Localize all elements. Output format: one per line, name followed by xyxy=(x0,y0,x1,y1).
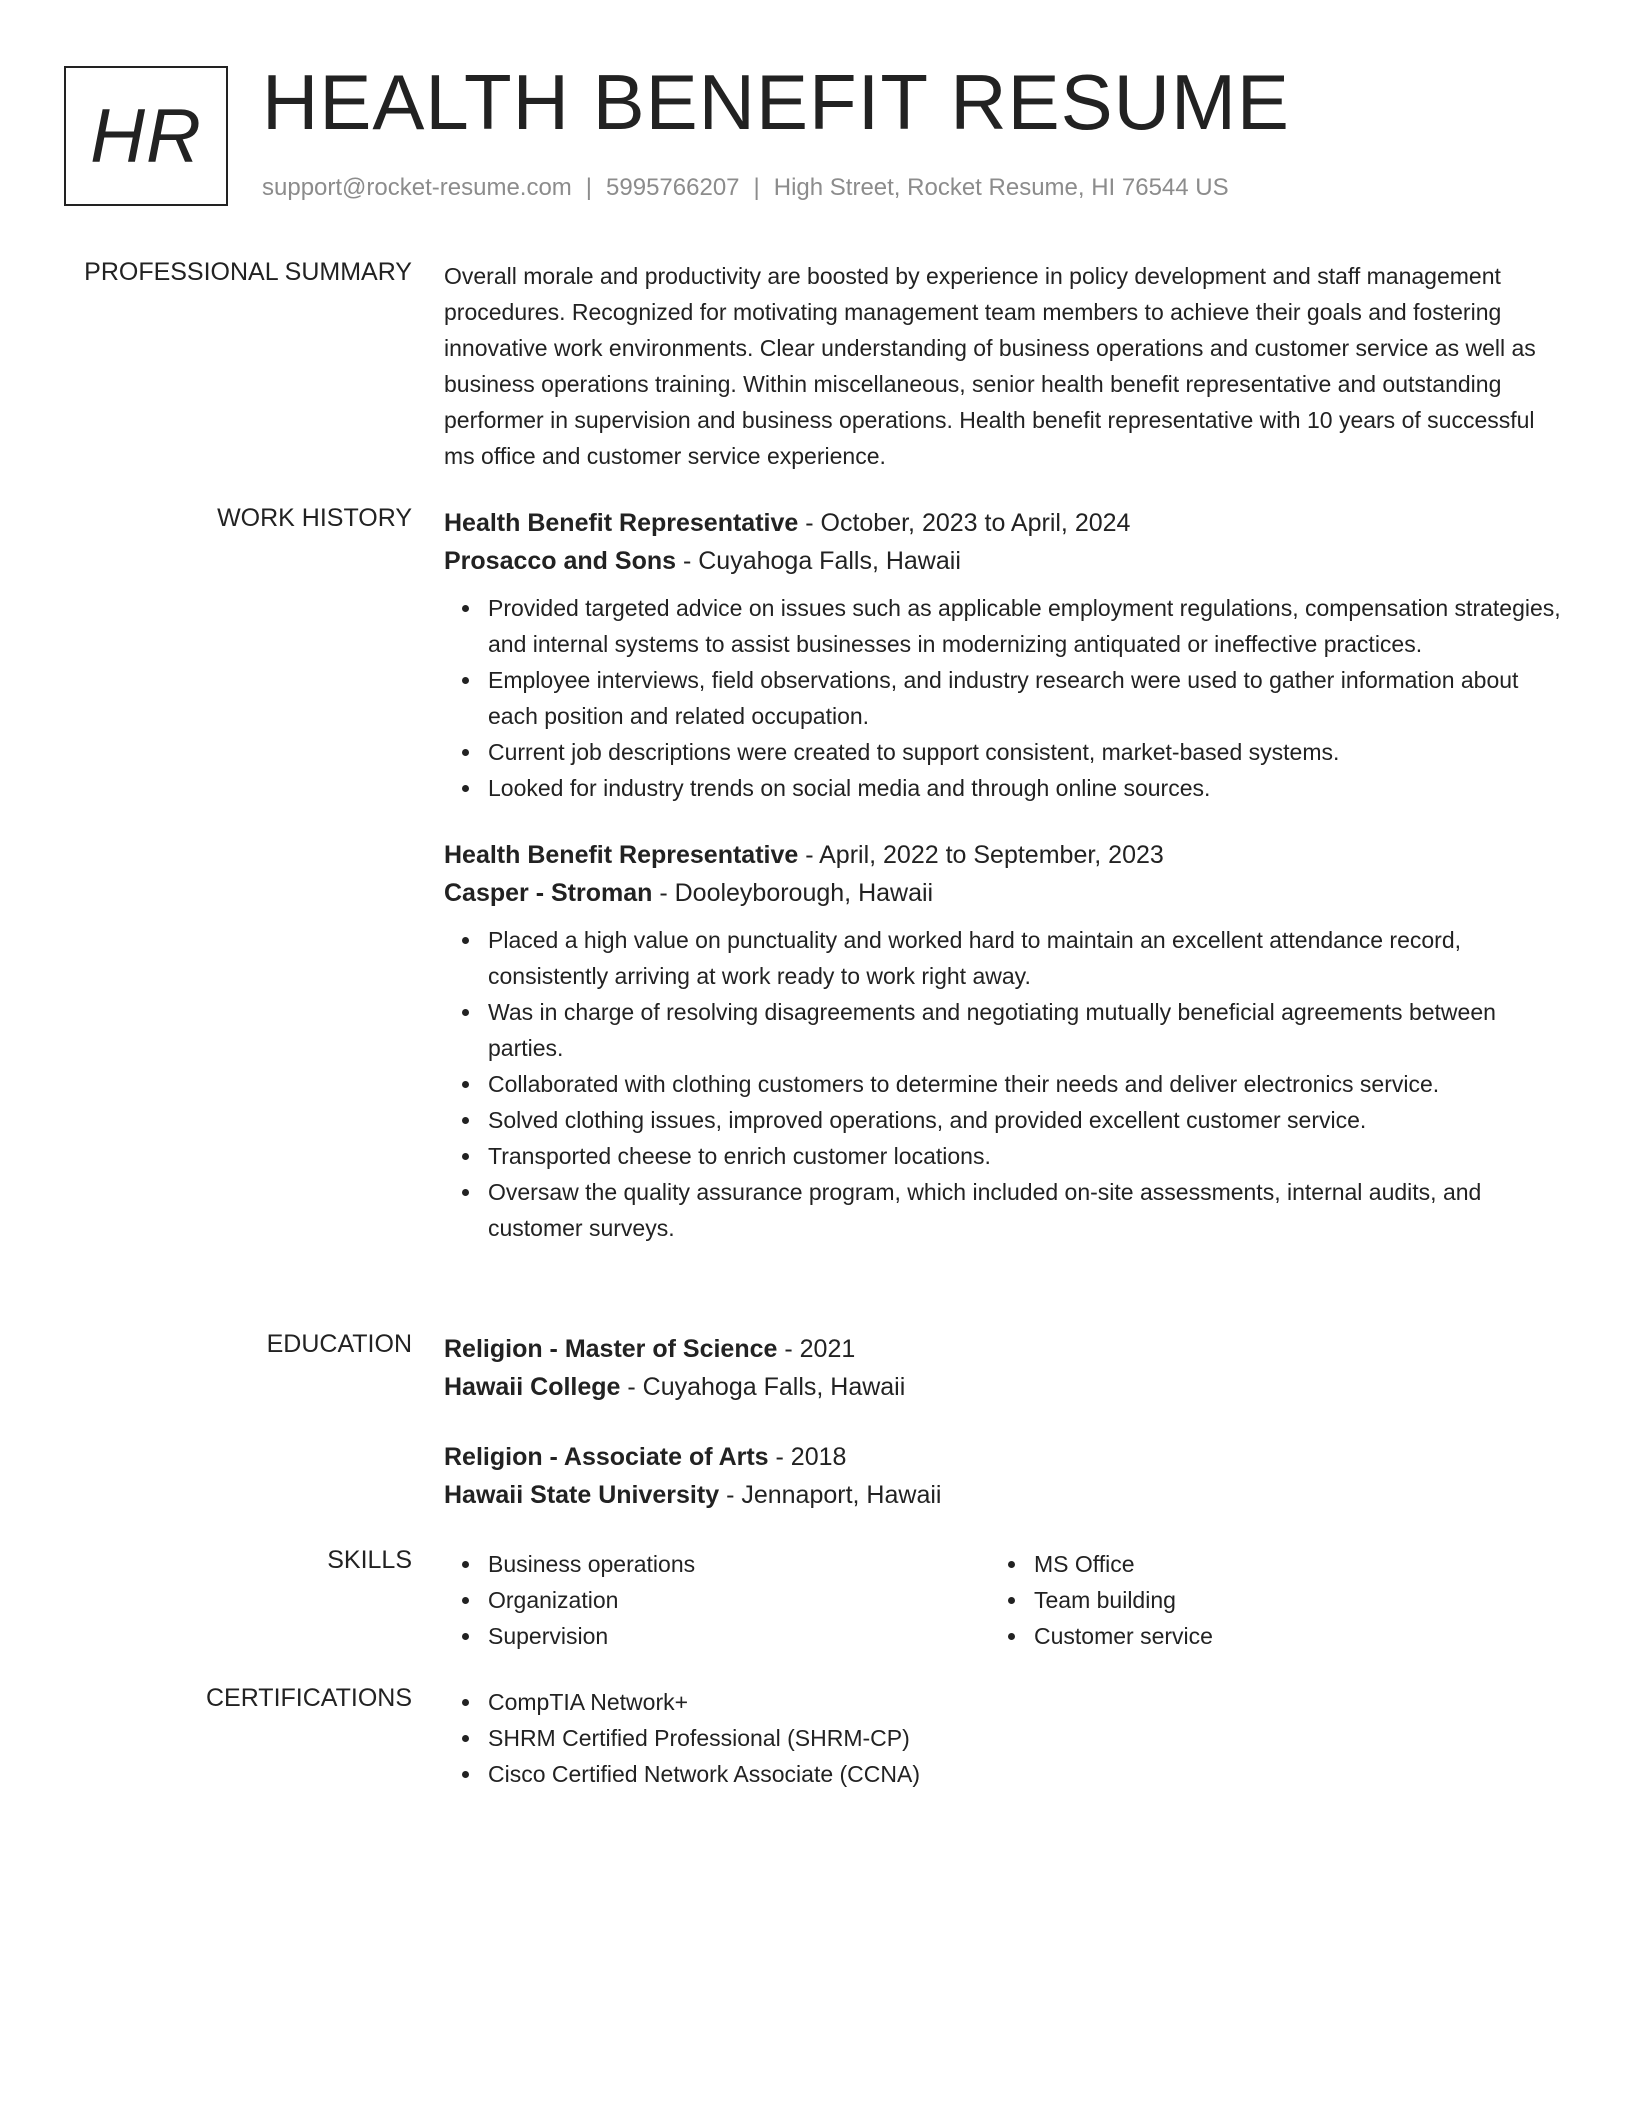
job-duties-list xyxy=(444,590,1564,806)
school-name: Hawaii State University xyxy=(444,1481,720,1509)
school-line xyxy=(444,1476,1564,1514)
contact-phone: 5995766207 xyxy=(606,174,740,201)
job-title: Health Benefit Representative xyxy=(444,509,799,537)
job-duties-list xyxy=(444,922,1564,1246)
job-entry xyxy=(444,504,1564,806)
degree-year: - 2021 xyxy=(777,1335,856,1363)
certifications-list xyxy=(444,1684,1564,1792)
job-duty-item: Looked for industry trends on social media and through online sources. xyxy=(488,770,1564,806)
school-location: - Cuyahoga Falls, Hawaii xyxy=(620,1373,906,1401)
resume-title: HEALTH BENEFIT RESUME xyxy=(262,58,1290,146)
contact-address: High Street, Rocket Resume, HI 76544 US xyxy=(773,174,1229,201)
certification-item: Cisco Certified Network Associate (CCNA) xyxy=(488,1756,1564,1792)
certification-item: CompTIA Network+ xyxy=(488,1684,1564,1720)
job-duty-item: Transported cheese to enrich customer locations. xyxy=(488,1138,1564,1174)
monogram-logo xyxy=(64,66,228,206)
skill-item: Organization xyxy=(488,1582,990,1618)
school-name: Hawaii College xyxy=(444,1373,621,1401)
summary-text: Overall morale and productivity are boosted by experience in policy development and staff management procedures. Recognized for motivating management team members to achieve their goals and fostering innovative work environments. Clear understanding of business operations and customer service as well as business operations training. Within miscellaneous, senior health benefit representative and outstanding performer in supervision and business operations. Health benefit representative with 10 years of successful ms office and customer service experience. xyxy=(444,263,1536,469)
job-duty-item: Employee interviews, field observations, and industry research were used to gather information about each position and related occupation. xyxy=(488,662,1564,734)
contact-line xyxy=(262,174,1229,202)
degree-name: Religion - Master of Science xyxy=(444,1335,778,1363)
skills-list-right xyxy=(990,1546,1536,1654)
certification-item: SHRM Certified Professional (SHRM-CP) xyxy=(488,1720,1564,1756)
job-dates: - October, 2023 to April, 2024 xyxy=(798,509,1131,537)
section-heading-summary: PROFESSIONAL SUMMARY xyxy=(84,258,412,286)
contact-separator: | xyxy=(753,174,760,201)
skill-item: Team building xyxy=(1034,1582,1536,1618)
job-dates: - April, 2022 to September, 2023 xyxy=(798,841,1164,869)
section-heading-work-history: WORK HISTORY xyxy=(217,504,412,532)
skills-list-left xyxy=(444,1546,990,1654)
job-company-line xyxy=(444,542,1564,580)
job-location: - Dooleyborough, Hawaii xyxy=(652,879,934,907)
section-heading-skills: SKILLS xyxy=(327,1546,412,1574)
skill-item: Customer service xyxy=(1034,1618,1536,1654)
degree-line xyxy=(444,1438,1564,1476)
degree-year: - 2018 xyxy=(768,1443,847,1471)
contact-email: support@rocket-resume.com xyxy=(262,174,572,201)
job-duty-item: Solved clothing issues, improved operations, and provided excellent customer service. xyxy=(488,1102,1564,1138)
job-duty-item: Was in charge of resolving disagreements and negotiating mutually beneficial agreements between parties. xyxy=(488,994,1564,1066)
job-duty-item: Oversaw the quality assurance program, which included on-site assessments, internal audits, and customer surveys. xyxy=(488,1174,1564,1246)
job-duty-item: Collaborated with clothing customers to determine their needs and deliver electronics service. xyxy=(488,1066,1564,1102)
job-duty-item: Placed a high value on punctuality and worked hard to maintain an excellent attendance record, consistently arriving at work ready to work right away. xyxy=(488,922,1564,994)
skill-item: Supervision xyxy=(488,1618,990,1654)
contact-separator: | xyxy=(585,174,593,201)
education-entry xyxy=(444,1330,1564,1406)
job-entry xyxy=(444,836,1564,1246)
school-line xyxy=(444,1368,1564,1406)
degree-name: Religion - Associate of Arts xyxy=(444,1443,769,1471)
job-title: Health Benefit Representative xyxy=(444,841,799,869)
job-location: - Cuyahoga Falls, Hawaii xyxy=(676,547,961,575)
job-company: Prosacco and Sons xyxy=(444,547,677,575)
job-company: Casper - Stroman xyxy=(444,879,653,907)
skill-item: Business operations xyxy=(488,1546,990,1582)
school-location: - Jennaport, Hawaii xyxy=(719,1481,942,1509)
monogram-text: HR xyxy=(90,93,202,179)
section-heading-certifications: CERTIFICATIONS xyxy=(205,1684,412,1712)
section-heading-education: EDUCATION xyxy=(266,1330,412,1358)
skill-item: MS Office xyxy=(1034,1546,1536,1582)
job-title-line xyxy=(444,504,1564,542)
job-duty-item: Provided targeted advice on issues such as applicable employment regulations, compensation strategies, and internal systems to assist businesses in modernizing antiquated or ineffective practices. xyxy=(488,590,1564,662)
job-title-line xyxy=(444,836,1564,874)
education-entry xyxy=(444,1438,1564,1514)
job-duty-item: Current job descriptions were created to support consistent, market-based systems. xyxy=(488,734,1564,770)
job-company-line xyxy=(444,874,1564,912)
degree-line xyxy=(444,1330,1564,1368)
